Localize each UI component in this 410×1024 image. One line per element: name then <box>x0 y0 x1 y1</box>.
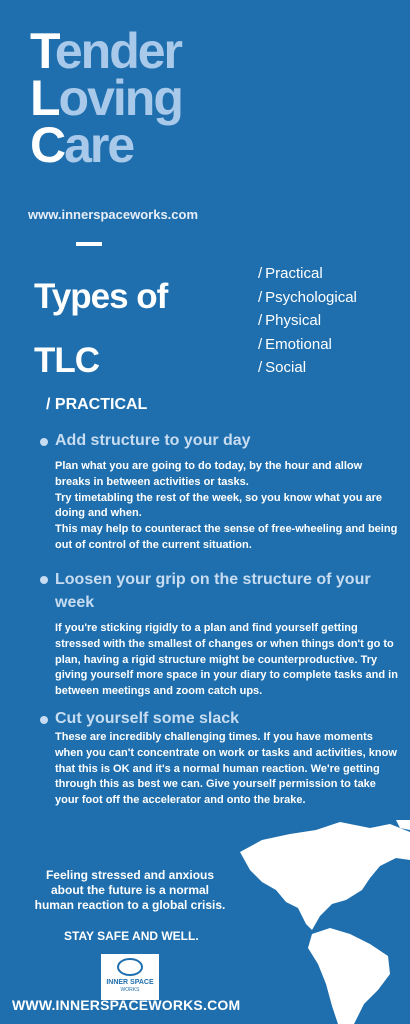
type-item-psychological: / Psychological <box>258 288 357 306</box>
tip-heading-text: Cut yourself some slack <box>55 710 240 727</box>
types-heading <box>34 265 167 393</box>
type-label: Psychological <box>265 288 357 306</box>
title-initial: L <box>30 70 59 126</box>
types-heading-line: Types of <box>34 277 168 316</box>
title-word-rest: oving <box>58 70 182 126</box>
types-heading-line: TLC <box>34 341 100 380</box>
tip-heading-text: Loosen your grip on the structure of your week <box>55 571 371 611</box>
tip-body <box>55 459 398 554</box>
stay-safe-text: STAY SAFE AND WELL. <box>64 929 199 943</box>
type-item-physical: / Physical <box>258 312 322 329</box>
title-word-rest: ender <box>54 23 182 79</box>
bullet-dot-icon <box>40 438 48 446</box>
title-line <box>30 23 182 79</box>
poster-title <box>30 23 182 173</box>
tip-block <box>40 710 398 809</box>
title-initial: C <box>30 117 65 173</box>
tip-heading <box>40 710 398 728</box>
tip-body-text: These are incredibly challenging times. If you have moments when you can't concentrate on work or tasks and activities, know that this is OK and it's a normal human reaction. We're getting through this as best we can. Give yourself permission to take your foot off the accelerator and onto the brake. <box>55 731 397 807</box>
tip-block <box>40 568 398 700</box>
title-initial: T <box>30 23 55 79</box>
website-link-bottom[interactable]: WWW.INNERSPACEWORKS.COM <box>12 997 241 1013</box>
world-map-icon <box>220 820 410 1024</box>
section-title: / PRACTICAL <box>46 396 148 413</box>
north-america-shape <box>240 822 410 930</box>
tip-heading <box>40 568 398 614</box>
type-label: Social <box>265 359 307 376</box>
bullet-dot-icon <box>40 716 48 724</box>
title-word-rest: are <box>64 117 134 173</box>
type-label: Practical <box>265 265 323 282</box>
tip-heading-text: Add structure to your day <box>55 432 251 449</box>
type-label: Emotional <box>265 335 332 353</box>
tip-body <box>55 730 398 809</box>
tip-body-text: Plan what you are going to do today, by the hour and allow breaks in between activities or tasks. Try timetabling the rest of the week, so you know what you are doing and when. This may help to counteract the sense of free-wheeling and being out of control of the current situation. <box>55 460 398 551</box>
inner-space-logo <box>101 954 159 1000</box>
website-link-top[interactable]: www.innerspaceworks.com <box>28 207 199 222</box>
divider-dash <box>76 242 102 246</box>
title-line <box>30 70 182 126</box>
types-list <box>258 262 357 380</box>
type-label: Physical <box>265 312 322 329</box>
logo-circle-icon <box>117 958 143 976</box>
bullet-dot-icon <box>40 576 48 584</box>
title-line <box>30 117 182 173</box>
logo-name: INNER SPACE <box>106 979 154 986</box>
tip-body-text: If you're sticking rigidly to a plan and find yourself getting stressed with the smallest of changes or when things don't go to plan, having a rigid structure might be counterproductive. Try giving yourself more space in your diary to complete tasks and in between meetings and zoom catch ups. <box>55 622 398 698</box>
tip-body <box>55 621 398 700</box>
tip-block <box>40 432 398 554</box>
type-item-practical: / Practical <box>258 265 323 282</box>
type-item-emotional: / Emotional <box>258 335 332 353</box>
tip-heading <box>40 432 398 450</box>
south-america-shape <box>308 928 390 1024</box>
type-item-social: / Social <box>258 359 307 376</box>
logo-sub: WORKS <box>120 987 140 993</box>
closing-message: Feeling stressed and anxious about the future is a normal human reaction to a global crisis. <box>34 868 226 912</box>
